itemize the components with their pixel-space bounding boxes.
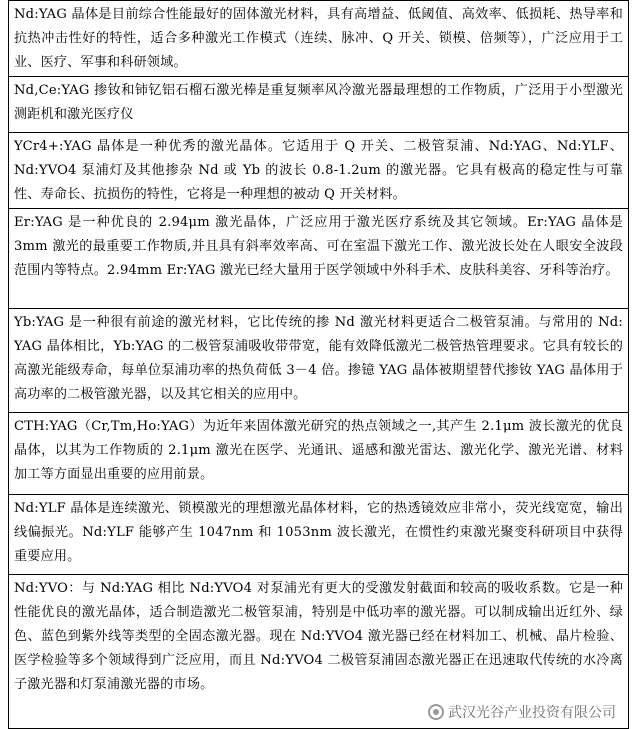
table-row [9,1,629,77]
row-nd-yvo4: Nd:YVO：与 Nd:YAG 相比 Nd:YVO4 对泵浦光有更大的受激发射截面和较高的吸收系数。它是一种性能优良的激光晶体，适合制造激光二极管泵浦，特别是中低功率的激光器。可以制成输出近红外、绿色、蓝色到紫外线等类型的全固态激光器。现在 Nd:YVO4 激光器已经在材料加工、机械、晶片检验、医学检验等多个领域得到广泛应用，而且 Nd:YVO4 二极管泵浦固态激光器正在迅速取代传统的水冷离子激光器和灯泵浦激光器的市场。 [9,575,629,729]
row-cth-yag: CTH:YAG（Cr,Tm,Ho:YAG）为近年来固体激光研究的热点领域之一,其产生 2.1μm 波长激光的优良晶体，以其为工作物质的 2.1μm 激光在医学、光通讯、遥感和激光雷达、激光化学、激光光谱、材料加工等方面显出重要的应用前景。 [9,413,629,495]
wechat-logo-icon [428,704,444,720]
table-row [9,413,629,495]
table-row [9,133,629,209]
row-yb-yag: Yb:YAG 是一种很有前途的激光材料，它比传统的掺 Nd 激光材料更适合二极管泵浦。与常用的 Nd: YAG 晶体相比，Yb:YAG 的二极管泵浦吸收带带宽，能有效降低激光二极管热管理要求。它具有较长的高激光能级寿命，每单位泵浦功率的热负荷低 3－4 倍。掺镱 YAG 晶体被期望替代掺钕 YAG 晶体用于高功率的二极管激光器，以及其它相关的应用中。 [9,309,629,413]
row-er-yag: Er:YAG 是一种优良的 2.94μm 激光晶体，广泛应用于激光医疗系统及其它领域。Er:YAG 晶体是 3mm 激光的最重要工作物质,并且具有斜率效率高、可在室温下激光工作、激光波长处在人眼安全波段范围内等特点。2.94mm Er:YAG 激光已经大量用于医学领域中外科手术、皮肤科美容、牙科等治疗。 [9,209,629,309]
watermark [425,701,619,723]
row-nd-ylf: Nd:YLF 晶体是连续激光、锁模激光的理想激光晶体材料，它的热透镜效应非常小，荧光线宽宽，输出线偏振光。Nd:YLF 能够产生 1047nm 和 1053nm 波长激光，在惯性约束激光聚变科研项目中获得重要应用。 [9,495,629,575]
watermark-text: 武汉光谷产业投资有限公司 [448,705,616,721]
row-cr-yag: YCr4+:YAG 晶体是一种优秀的激光晶体。它适用于 Q 开关、二极管泵浦、Nd:YAG、Nd:YLF、Nd:YVO4 泵浦灯及其他掺杂 Nd 或 Yb 的波长 0.8-1.2um 的激光器。它具有极高的稳定性与可靠性、寿命长、抗损伤的特性，它将是一种理想的被动 Q 开关材料。 [9,133,629,209]
row-nd-ce-yag: Nd,Ce:YAG 掺钕和铈钇铝石榴石激光棒是重复频率风冷激光器最理想的工作物质，广泛用于小型激光测距机和激光医疗仪 [9,77,629,133]
row-nd-yag: Nd:YAG 晶体是目前综合性能最好的固体激光材料，具有高增益、低阈值、高效率、低损耗、热导率和抗热冲击性好的特性，适合多种激光工作模式（连续、脉冲、Q 开关、锁模、倍频等），广泛应用于工业、医疗、军事和科研领域。 [9,1,629,77]
table-row [9,77,629,133]
laser-crystal-table [8,0,629,729]
table-row [9,209,629,309]
table-row [9,309,629,413]
document-page [8,0,629,729]
table-row [9,495,629,575]
